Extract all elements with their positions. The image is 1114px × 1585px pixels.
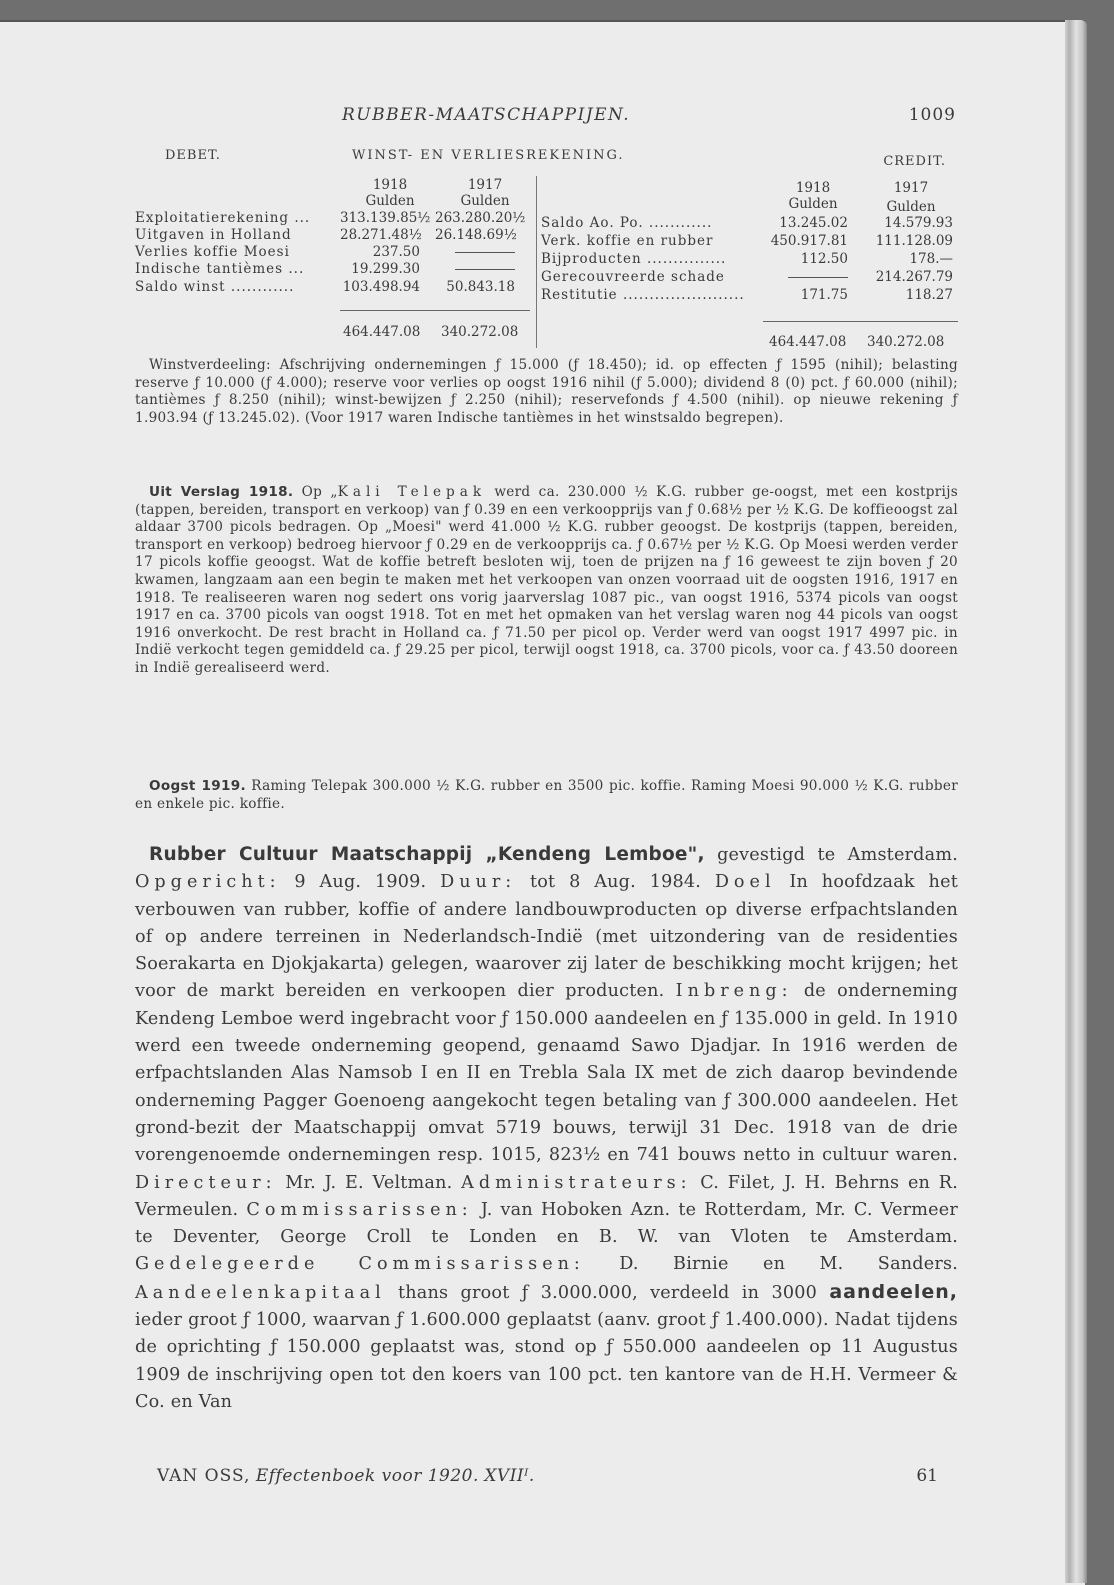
debet-year-1917: 1917 <box>467 177 503 193</box>
debet-total-1918: 464.447.08 <box>343 324 421 340</box>
opgericht-label: Opgericht: <box>135 872 281 893</box>
debet-unit-1918: Gulden <box>365 193 415 209</box>
verslag-heading: Uit Verslag 1918. <box>149 484 294 500</box>
debet-total-1917: 340.272.08 <box>441 324 519 340</box>
empty-dash <box>455 269 515 270</box>
winstverdeeling-text: Afschrijving ondernemingen ƒ 15.000 (ƒ 18.450); id. op effecten ƒ 1595 (nihil); belasting reserve ƒ 10.000 (ƒ 4.000); reserve voor verlies op oogst 1916 nihil (ƒ 5.000); dividend 8 (0) pct. ƒ 60.000 (nihil); tantièmes ƒ 8.250 (nihil); winst-bewijzen ƒ 2.250 (nihil); reservefonds ƒ 4.500 (nihil). op nieuwe rekening ƒ 1.903.94 (ƒ 13.245.02). (Voor 1917 waren Indische tantièmes in het winstsaldo begrepen). <box>135 357 959 426</box>
account-divider <box>536 176 537 348</box>
company-name: Rubber Cultuur Maatschappij „Kendeng Lemboe", <box>149 844 705 865</box>
account-title: WINST- EN VERLIESREKENING. <box>352 148 625 163</box>
page-number: 1009 <box>908 105 956 125</box>
oogst-text: Raming Telepak 300.000 ½ K.G. rubber en 3500 pic. koffie. Raming Moesi 90.000 ½ K.G. rubber en enkele pic. koffie. <box>135 778 958 812</box>
running-head-title: RUBBER-MAATSCHAPPIJEN. <box>342 105 631 125</box>
company-seat: gevestigd te Amsterdam. <box>717 845 958 865</box>
verslag-text: werd ca. 230.000 ½ K.G. rubber ge-oogst, met een kostprijs (tappen, bereiden, transport en verkoop) van ƒ 0.39 en een verkoopprijs van ƒ 0.68½ per ½ K.G. De koffieoogst zal aldaar 3700 picols bedragen. Op „Moesi" werd 41.000 ½ K.G. rubber geoogst. De kostprijs (tappen, bereiden, transport en verkoop) bedroeg hiervoor ƒ 0.29 en de verkoopprijs ca. ƒ 0.67½ per ½ K.G. Op Moesi werden verder 17 picols koffie geoogst. Wat de koffie betreft besloten wij, toen de prijzen na ƒ 16 geweest te zijn boven ƒ 20 kwamen, langzaam aan een begin te maken met het verkoopen van onzen voorraad uit de oogsten 1916, 1917 en 1918. Te realiseeren waren nog sedert ons vorig jaarverslag 1087 pic., van oogst 1916, 5374 picols van oogst 1917 en ca. 3700 picols van oogst 1918. Tot en met het opmaken van het verslag waren nog 44 picols van oogst 1916 onverkocht. De rest bracht in Holland ca. ƒ 71.50 per picol op. Verder werd van oogst 1917 4997 pic. in Indië verkocht tegen gemiddeld ca. ƒ 29.25 per picol, terwijl oogst 1918, ca. 3700 picols, voor ca. ƒ 43.50 dooreen in Indië gerealiseerd werd. <box>135 484 958 676</box>
verslag-paragraph: Uit Verslag 1918. Op „Kali Telepak werd ca. 230.000 ½ K.G. rubber ge-oogst, met een kostprijs (tappen, bereiden, transport en verkoop) van ƒ 0.39 en een verkoopprijs van ƒ 0.68½ per ½ K.G. De koffieoogst zal aldaar 3700 picols bedragen. Op „Moesi" werd 41.000 ½ K.G. rubber geoogst. De kostprijs (tappen, bereiden, transport en verkoop) bedroeg hiervoor ƒ 0.29 en de verkoopprijs ca. ƒ 0.67½ per ½ K.G. Op Moesi werden verder 17 picols koffie geoogst. Wat de koffie betreft besloten wij, toen de prijzen na ƒ 16 geweest te zijn boven ƒ 20 kwamen, langzaam aan een begin te maken met het verkoopen van onzen voorraad uit de oogsten 1916, 1917 en 1918. Te realiseeren waren nog sedert ons vorig jaarverslag 1087 pic., van oogst 1916, 5374 picols van oogst 1917 en ca. 3700 picols van oogst 1918. Tot en met het opmaken van het verslag waren nog 44 picols van oogst 1916 onverkocht. De rest bracht in Holland ca. ƒ 71.50 per picol op. Verder werd van oogst 1917 4997 pic. in Indië verkocht tegen gemiddeld ca. ƒ 29.25 per picol, terwijl oogst 1918, ca. 3700 picols, voor ca. ƒ 43.50 dooreen in Indië gerealiseerd werd. <box>135 484 958 676</box>
total-rule <box>340 310 530 311</box>
directeur-label: Directeur: <box>135 1172 277 1193</box>
profit-loss-account: 1918 1917 Gulden Gulden Exploitatierekening ... 313.139.85½ 263.280.20½ Uitgaven in Holland 28.271.48½ 26.148.69½ Verlies koffie Moesi 237.50 Indische tantièmes ... 19.299.30 Saldo winst ............ 103.498.94 50.843.18 464.447.08 340.272.08 1918 1917 Gulden Gulden Saldo Ao. Po. ............ 13.245.02 14.579.93 Verk. koffie en rubber 450.917.81 111.128.09 Bijproducten ............... 112.50 178.— Gerecouvreerde schade 214.267.79 Restitutie ....................... 171.75 118.27 464.447.08 340.272.08 <box>135 172 958 352</box>
estate-name: Kali Telepak <box>337 484 487 500</box>
footer-source <box>157 1466 535 1486</box>
administrateurs-label: Administrateurs: <box>461 1172 692 1193</box>
total-rule <box>763 321 958 322</box>
aandeelen-label: aandeelen, <box>829 1280 958 1303</box>
oogst-paragraph <box>135 778 958 813</box>
credit-unit-1917: Gulden <box>886 199 936 215</box>
running-head <box>135 105 958 129</box>
inbreng-label: Inbreng: <box>675 981 793 1002</box>
credit-total-1917: 340.272.08 <box>867 334 945 350</box>
oogst-heading: Oogst 1919. <box>149 778 246 794</box>
debet-unit-1917: Gulden <box>460 193 510 209</box>
page-edge <box>1065 20 1087 1583</box>
doel-label: Doel <box>714 872 776 893</box>
kapitaal-label: Aandeelenkapitaal <box>135 1282 386 1303</box>
footer-book-title: Effectenboek voor 1920. <box>255 1466 479 1486</box>
company-paragraph: Rubber Cultuur Maatschappij „Kendeng Lemboe", gevestigd te Amsterdam. Opgericht: 9 Aug. 1909. Duur: tot 8 Aug. 1984. Doel In hoofdzaak het verbouwen van rubber, koffie of andere landbouwproducten op diverse erfpachtslanden of op andere terreinen in Nederlandsch-Indië (met uitzondering van de residenties Soerakarta en Djokjakarta) gelegen, waarover zij later de beschikking mocht krijgen; het voor de markt bereiden en verkoopen dier producten. Inbreng: de onderneming Kendeng Lemboe werd ingebracht voor ƒ 150.000 aandeelen en ƒ 135.000 in geld. In 1910 werd een tweede onderneming geopend, genaamd Sawo Djadjar. In 1916 werden de erfpachtslanden Alas Namsob I en II en Trebla Sala IX met de zich daarop bevindende onderneming Pagger Goenoeng aangekocht tegen betaling van ƒ 300.000 aandeelen. Het grond-bezit der Maatschappij omvat 5719 bouws, terwijl 31 Dec. 1918 van de drie vorengenoemde ondernemingen resp. 1015, 823½ en 741 bouws netto in cultuur waren. Directeur: Mr. J. E. Veltman. Administrateurs: C. Filet, J. H. Behrns en R. Vermeulen. Commissarissen: J. van Hoboken Azn. te Rotterdam, Mr. C. Vermeer te Deventer, George Croll te Londen en B. W. van Vloten te Amsterdam. Gedelegeerde Commissarissen: D. Birnie en M. Sanders. Aandeelenkapitaal thans groot ƒ 3.000.000, verdeeld in 3000 aandeelen, ieder groot ƒ 1000, waarvan ƒ 1.600.000 geplaatst (aanv. groot ƒ 1.400.000). Nadat tijdens de oprichting ƒ 150.000 geplaatst was, stond op ƒ 550.000 aandeelen op 11 Augustus 1909 de inschrijving open tot den koers van 100 pct. ten kantore van de H.H. Vermeer & Co. en Van <box>135 844 959 1412</box>
commissarissen-label: Commissarissen: <box>246 1199 473 1220</box>
footer-signature: 61 <box>916 1466 938 1486</box>
footer-publisher: VAN OSS, <box>157 1466 251 1486</box>
winstverdeeling-label: Winstverdeeling: <box>149 357 271 373</box>
winstverdeeling-paragraph <box>135 357 958 427</box>
gedelegeerde-label: Gedelegeerde Commissarissen: <box>135 1254 585 1275</box>
footer-volume: XVIIᴵ. <box>484 1466 535 1486</box>
duur-label: Duur: <box>440 872 517 893</box>
account-headings <box>135 148 958 168</box>
credit-label: CREDIT. <box>883 154 946 169</box>
credit-unit-1918: Gulden <box>788 196 838 212</box>
credit-year-1917: 1917 <box>893 180 929 196</box>
empty-dash <box>455 252 515 253</box>
credit-year-1918: 1918 <box>795 180 831 196</box>
debet-label: DEBET. <box>165 148 221 163</box>
credit-total-1918: 464.447.08 <box>769 334 847 350</box>
debet-year-1918: 1918 <box>372 177 408 193</box>
empty-dash <box>788 277 848 278</box>
